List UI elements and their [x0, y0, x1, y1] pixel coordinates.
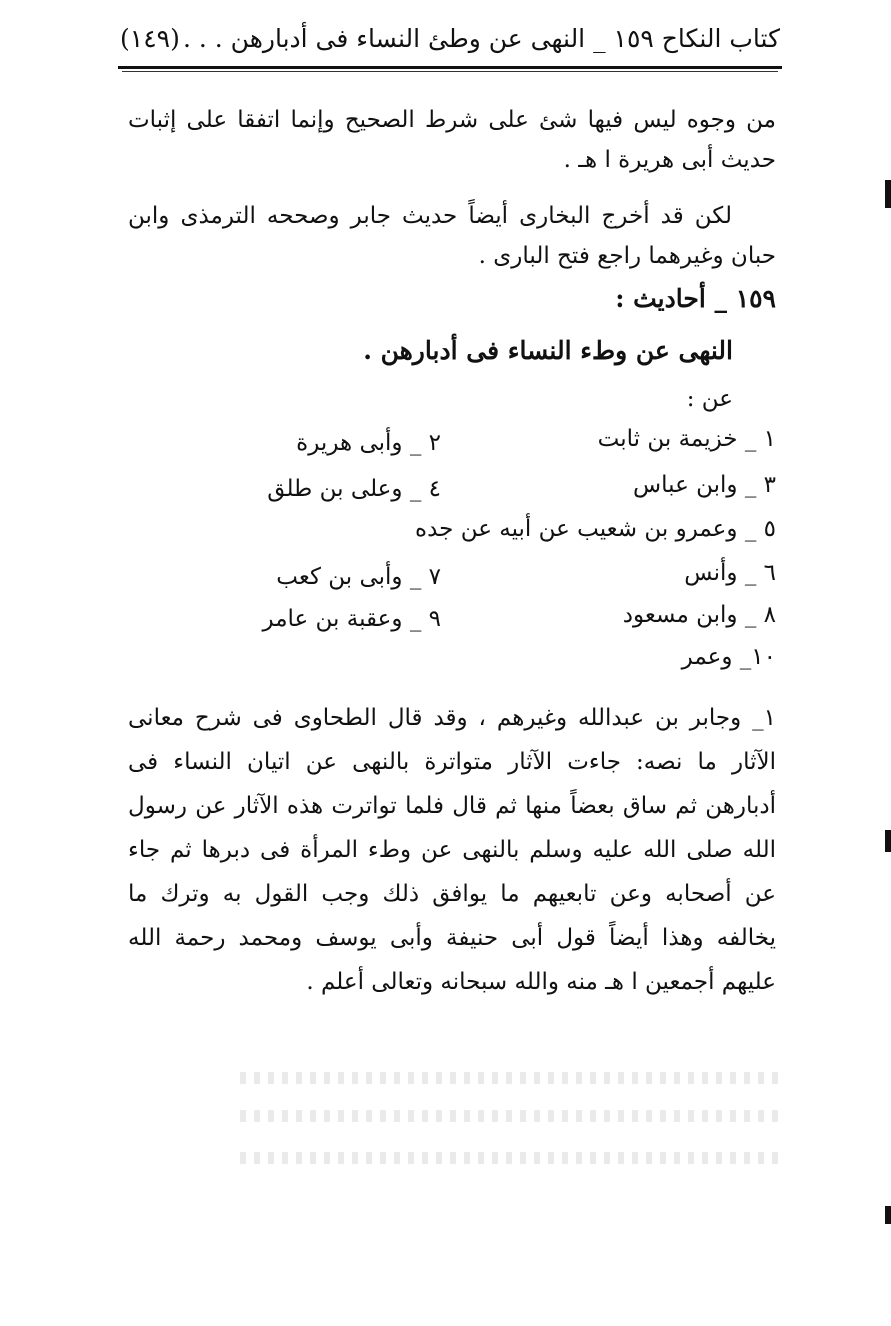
narrator-item: ٤ _ وعلى بن طلق [267, 476, 441, 502]
margin-edge-mark [885, 180, 891, 208]
narrator-item: ١٠_ وعمر [681, 644, 776, 670]
narrator-item: ١ _ خزيمة بن ثابت [597, 426, 776, 452]
bleed-through-mark [240, 1072, 780, 1084]
narrator-item: ٩ _ وعقبة بن عامر [262, 606, 441, 632]
margin-edge-mark [885, 1206, 891, 1224]
paragraph-2: لكن قد أخرج البخارى أيضاً حديث جابر وصححه الترمذى وابن حبان وغيرهما راجع فتح البارى . [128, 203, 776, 269]
header-rule-thin [122, 71, 778, 72]
running-title: كتاب النكاح ١٥٩ _ النهى عن وطئ النساء فى أدبارهن . . . [182, 23, 780, 53]
from-label: عن : [686, 386, 733, 412]
bleed-through-mark [240, 1152, 780, 1164]
margin-edge-mark [885, 830, 891, 852]
section-subtitle: النهى عن وطء النساء فى أدبارهن . [363, 336, 733, 365]
narrator-item: ٦ _ وأنس [684, 560, 776, 586]
paragraph-1: من وجوه ليس فيها شئ على شرط الصحيح وإنما اتفقا على إثبات حديث أبى هريرة ا هـ . [128, 107, 776, 173]
page-number: (١٤٩) [120, 23, 180, 53]
narrator-item: ٧ _ وأبى بن كعب [276, 564, 441, 590]
narrator-item: ٢ _ وأبى هريرة [296, 430, 441, 456]
narrator-item: ٥ _ وعمرو بن شعيب عن أبيه عن جده [415, 516, 776, 542]
paragraph-3: ١_ وجابر بن عبدالله وغيرهم ، وقد قال الطحاوى فى شرح معانى الآثار ما نصه: جاءت الآثار متواترة بالنهى عن اتيان النساء فى أدبارهن ثم ساق بعضاً منها ثم قال فلما تواترت هذه الآثار عن رسول الله صلى الله عليه وسلم بالنهى عن وطء المرأة فى دبرها ثم جاء عن أصحابه وعن تابعيهم ما يوافق ذلك وجب القول به وترك ما يخالفه وهذا أيضاً قول أبى حنيفة وأبى يوسف ومحمد رحمة الله عليهم أجمعين ا هـ منه والله سبحانه وتعالى أعلم . [128, 705, 776, 995]
header-rule [118, 66, 782, 69]
narrator-item: ٣ _ وابن عباس [633, 472, 776, 498]
narrator-item: ٨ _ وابن مسعود [622, 602, 776, 628]
bleed-through-mark [240, 1110, 780, 1122]
section-heading: ١٥٩ _ أحاديث : [615, 284, 776, 313]
page-header [120, 12, 780, 64]
